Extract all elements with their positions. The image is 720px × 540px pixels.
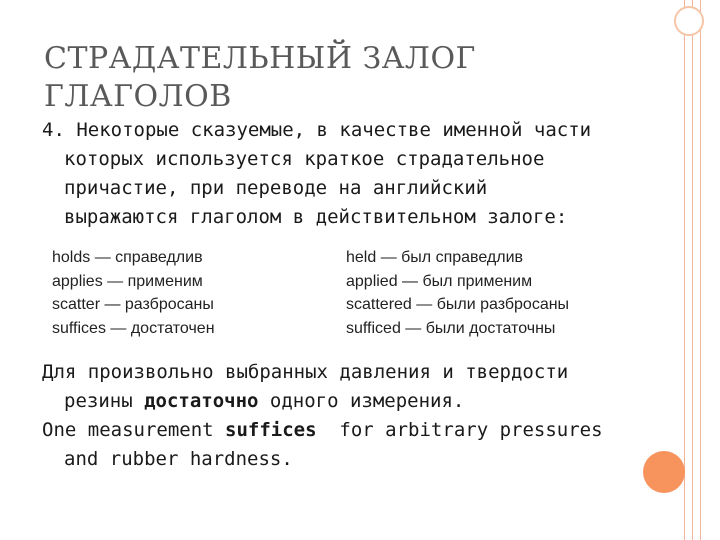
example-row: applied — был применим [346,272,533,290]
russian-sentence-line [42,387,662,416]
slide-title-line: СТРАДАТЕЛЬНЫЙ ЗАЛОГ [44,41,476,76]
decorative-circle-outline [674,6,704,36]
example-row: applies — применим [52,272,203,290]
slide-title-line: ГЛАГОЛОВ [44,79,232,114]
russian-sentence-line: Для произвольно выбранных давления и твердости [42,361,569,383]
paragraph-line: которых используется краткое страдательное [64,148,545,170]
example-row: scattered — были разбросаны [346,296,570,313]
example-row: sufficed — были достаточны [346,319,556,337]
example-sentence-block [42,358,662,474]
slide-title [44,40,604,116]
english-sentence-line: and rubber hardness. [64,448,293,470]
decorative-vertical-line [700,0,701,540]
sentence-text: резины [64,390,145,412]
paragraph-line: 4. Некоторые сказуемые, в качестве именной части [42,119,592,141]
example-row: holds — справедлив [52,249,203,266]
paragraph-line: выражаются глаголом в действительном залоге: [64,206,568,228]
paragraph-line: причастие, при переводе на английский [64,177,488,199]
decorative-vertical-line [684,0,685,540]
example-row: scatter — разбросаны [52,296,214,313]
example-row: held — был справедлив [346,249,524,266]
examples-present-column [52,246,215,340]
english-sentence-line [42,416,662,445]
decorative-vertical-line [692,0,693,540]
sentence-text: for arbitrary pressures [316,419,603,441]
sentence-text: One measurement [42,419,226,441]
point-4-paragraph [42,116,642,232]
example-row: suffices — достаточен [52,319,215,337]
examples-past-column [346,246,569,340]
highlighted-word: достаточно [144,390,259,412]
sentence-text: одного измерения. [258,390,465,412]
highlighted-word: suffices [225,419,317,441]
